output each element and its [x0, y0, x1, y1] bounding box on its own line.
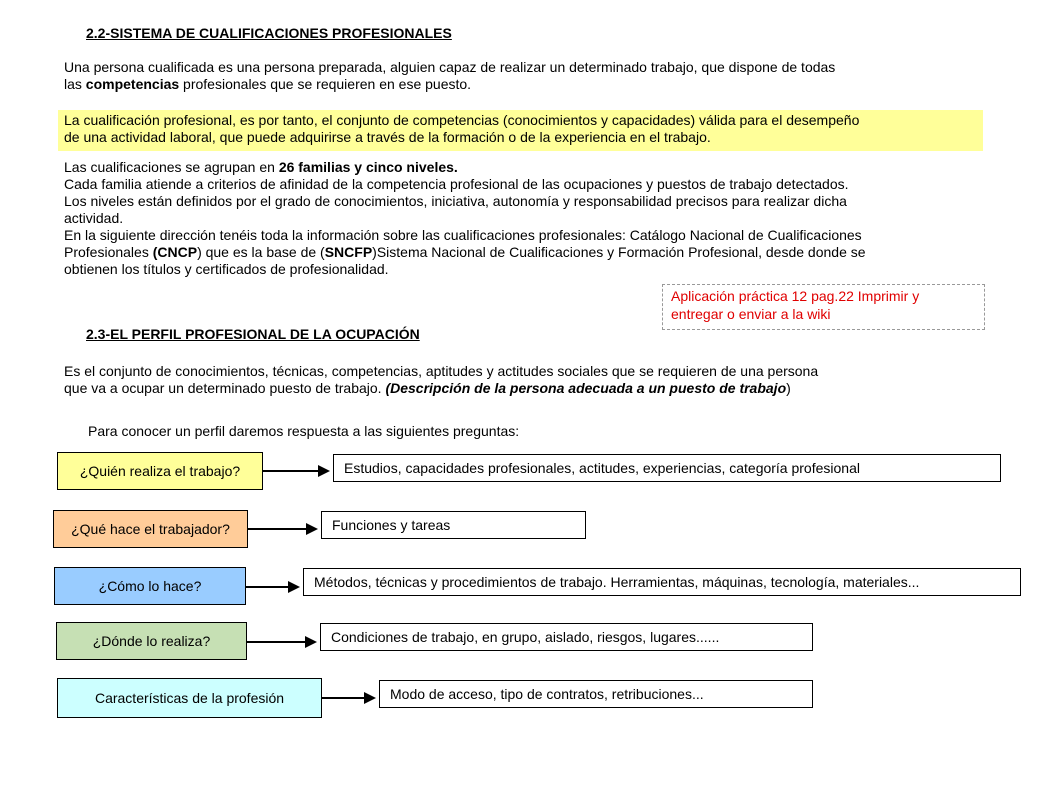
paragraph-line: Los niveles están definidos por el grado de conocimientos, iniciativa, autonomía y responsabilidad precisos para realizar dicha [64, 193, 847, 209]
bold-term: competencias [85, 76, 180, 92]
answer-box-quien [333, 454, 1001, 482]
note-line: entregar o enviar a la wiki [671, 306, 831, 322]
arrow-line [246, 586, 288, 588]
answer-text: Estudios, capacidades profesionales, actitudes, experiencias, categoría profesional [344, 459, 860, 476]
question-text: ¿Cómo lo hace? [98, 577, 202, 594]
paragraph-familias-niveles [64, 159, 866, 278]
bold-term: SNCFP [324, 244, 373, 260]
bold-term: 26 familias y cinco niveles. [278, 159, 458, 175]
answer-box-que [321, 511, 586, 539]
text-fragment: profesionales que se requieren en ese puesto. [179, 76, 472, 92]
definition-line: de una actividad laboral, que puede adquirirse a través de la formación o de la experiencia en el trabajo. [64, 129, 711, 145]
practice-note [662, 284, 985, 330]
question-text: ¿Quién realiza el trabajo? [79, 462, 241, 479]
answer-text: Métodos, técnicas y procedimientos de trabajo. Herramientas, máquinas, tecnología, materiales... [314, 573, 920, 590]
paragraph-line: Una persona cualificada es una persona preparada, alguien capaz de realizar un determinado trabajo, que dispone de todas [64, 59, 836, 75]
arrow-right-icon [318, 465, 330, 477]
answer-text: Modo de acceso, tipo de contratos, retribuciones... [390, 685, 704, 702]
paragraph-line [64, 244, 866, 261]
arrow-line [322, 697, 364, 699]
definition-highlight [58, 110, 983, 151]
paragraph-perfil-definicion [64, 363, 818, 397]
text-fragment: Las cualificaciones se agrupan en [64, 159, 279, 175]
answer-box-donde [320, 623, 813, 651]
paragraph-line: Es el conjunto de conocimientos, técnicas, competencias, aptitudes y actitudes sociales que se requieren de una persona [64, 363, 819, 379]
paragraph-line [64, 380, 818, 397]
arrow-right-icon [288, 581, 300, 593]
note-line: Aplicación práctica 12 pag.22 Imprimir y [671, 288, 920, 304]
arrow-right-icon [306, 523, 318, 535]
paragraph-line [64, 76, 835, 93]
paragraph-line: En la siguiente dirección tenéis toda la información sobre las cualificaciones profesionales: Catálogo Nacional de Cualificaciones [64, 227, 862, 243]
arrow-line [247, 641, 305, 643]
paragraph-line: Cada familia atiende a criterios de afinidad de la competencia profesional de las ocupaciones y puestos de trabajo detectados. [64, 176, 849, 192]
paragraph-line [64, 159, 866, 176]
section-heading-perfil: 2.3-EL PERFIL PROFESIONAL DE LA OCUPACIÓN [86, 326, 420, 342]
question-box-como [54, 567, 246, 605]
bold-italic-term: (Descripción de la persona adecuada a un puesto de trabajo [385, 380, 787, 396]
arrow-right-icon [305, 636, 317, 648]
answer-box-caracteristicas [379, 680, 813, 708]
paragraph-line: actividad. [64, 210, 124, 226]
answer-text: Condiciones de trabajo, en grupo, aislado, riesgos, lugares...... [331, 628, 720, 645]
question-text: Características de la profesión [94, 689, 285, 706]
question-box-caracteristicas [57, 678, 322, 718]
question-box-donde [56, 622, 247, 660]
bold-term: (CNCP [152, 244, 198, 260]
answer-box-como [303, 568, 1021, 596]
arrow-line [263, 470, 318, 472]
paragraph-persona-cualificada [64, 59, 835, 93]
text-fragment: )Sistema Nacional de Cualificaciones y Formación Profesional, desde donde se [372, 244, 866, 260]
text-fragment: que va a ocupar un determinado puesto de trabajo. [64, 380, 386, 396]
question-box-que [53, 510, 248, 548]
text-fragment: ) que es la base de ( [197, 244, 325, 260]
question-box-quien [57, 452, 263, 490]
section-heading-cualificaciones: 2.2-SISTEMA DE CUALIFICACIONES PROFESIONALES [86, 25, 452, 41]
paragraph-intro-preguntas: Para conocer un perfil daremos respuesta a las siguientes preguntas: [88, 423, 520, 439]
arrow-line [248, 528, 306, 530]
paragraph-line: obtienen los títulos y certificados de profesionalidad. [64, 261, 389, 277]
question-text: ¿Qué hace el trabajador? [71, 520, 230, 537]
question-text: ¿Dónde lo realiza? [92, 632, 211, 649]
answer-text: Funciones y tareas [332, 516, 451, 533]
text-fragment: las [64, 76, 86, 92]
text-fragment: Profesionales [64, 244, 153, 260]
text-fragment: ) [786, 380, 791, 396]
arrow-right-icon [364, 692, 376, 704]
definition-line: La cualificación profesional, es por tanto, el conjunto de competencias (conocimientos y capacidades) válida para el desempeño [64, 112, 860, 128]
